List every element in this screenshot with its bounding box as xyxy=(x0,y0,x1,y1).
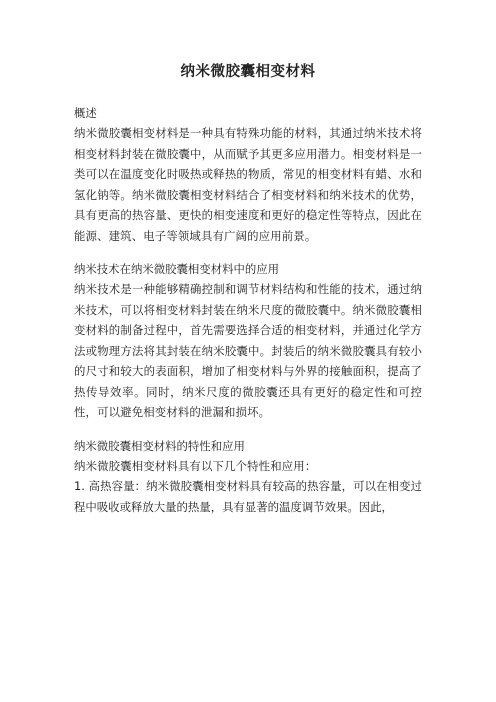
section-heading-nanotech: 纳米技术在纳米微胶囊相变材料中的应用 xyxy=(74,262,280,276)
section-paragraph-nanotech: 纳米技术是一种能够精确控制和调节材料结构和性能的技术，通过纳米技术，可以将相变材料封装在纳米尺度的微胶囊中。纳米微胶囊相变材料的制备过程中，首先需要选择合适的相变材料，并通过化学方法或物理方法将其封装在纳米胶囊中。封装后的纳米微胶囊具有较小的尺寸和较大的表面积，增加了相变材料与外界的接触面积，提高了热传导效率。同时，纳米尺度的微胶囊还具有更好的稳定性和可控性，可以避免相变材料的泄漏和损坏。 xyxy=(74,282,422,419)
section-paragraph-properties: 纳米微胶囊相变材料具有以下几个特性和应用： xyxy=(74,458,317,473)
document-title: 纳米微胶囊相变材料 xyxy=(180,64,316,80)
list-item: 1. 高热容量：纳米微胶囊相变材料具有较高的热容量，可以在相变过程中吸收或释放大量的热量，具有显著的温度调节效果。因此， xyxy=(74,479,422,514)
section-heading-overview: 概述 xyxy=(74,106,97,120)
section-heading-properties: 纳米微胶囊相变材料的特性和应用 xyxy=(74,438,245,453)
section-spacer xyxy=(74,246,422,259)
section-paragraph-overview: 纳米微胶囊相变材料是一种具有特殊功能的材料，其通过纳米技术将相变材料封装在微胶囊中，从而赋予其更多应用潜力。相变材料是一类可以在温度变化时吸热或释热的物质，常见的相变材料有蜡、水和氢化钠等。纳米微胶囊相变材料结合了相变材料和纳米技术的优势，具有更高的热容量、更快的相变速度和更好的稳定性等特点，因此在能源、建筑、电子等领域具有广阔的应用前景。 xyxy=(74,126,422,243)
section-spacer xyxy=(74,423,422,436)
